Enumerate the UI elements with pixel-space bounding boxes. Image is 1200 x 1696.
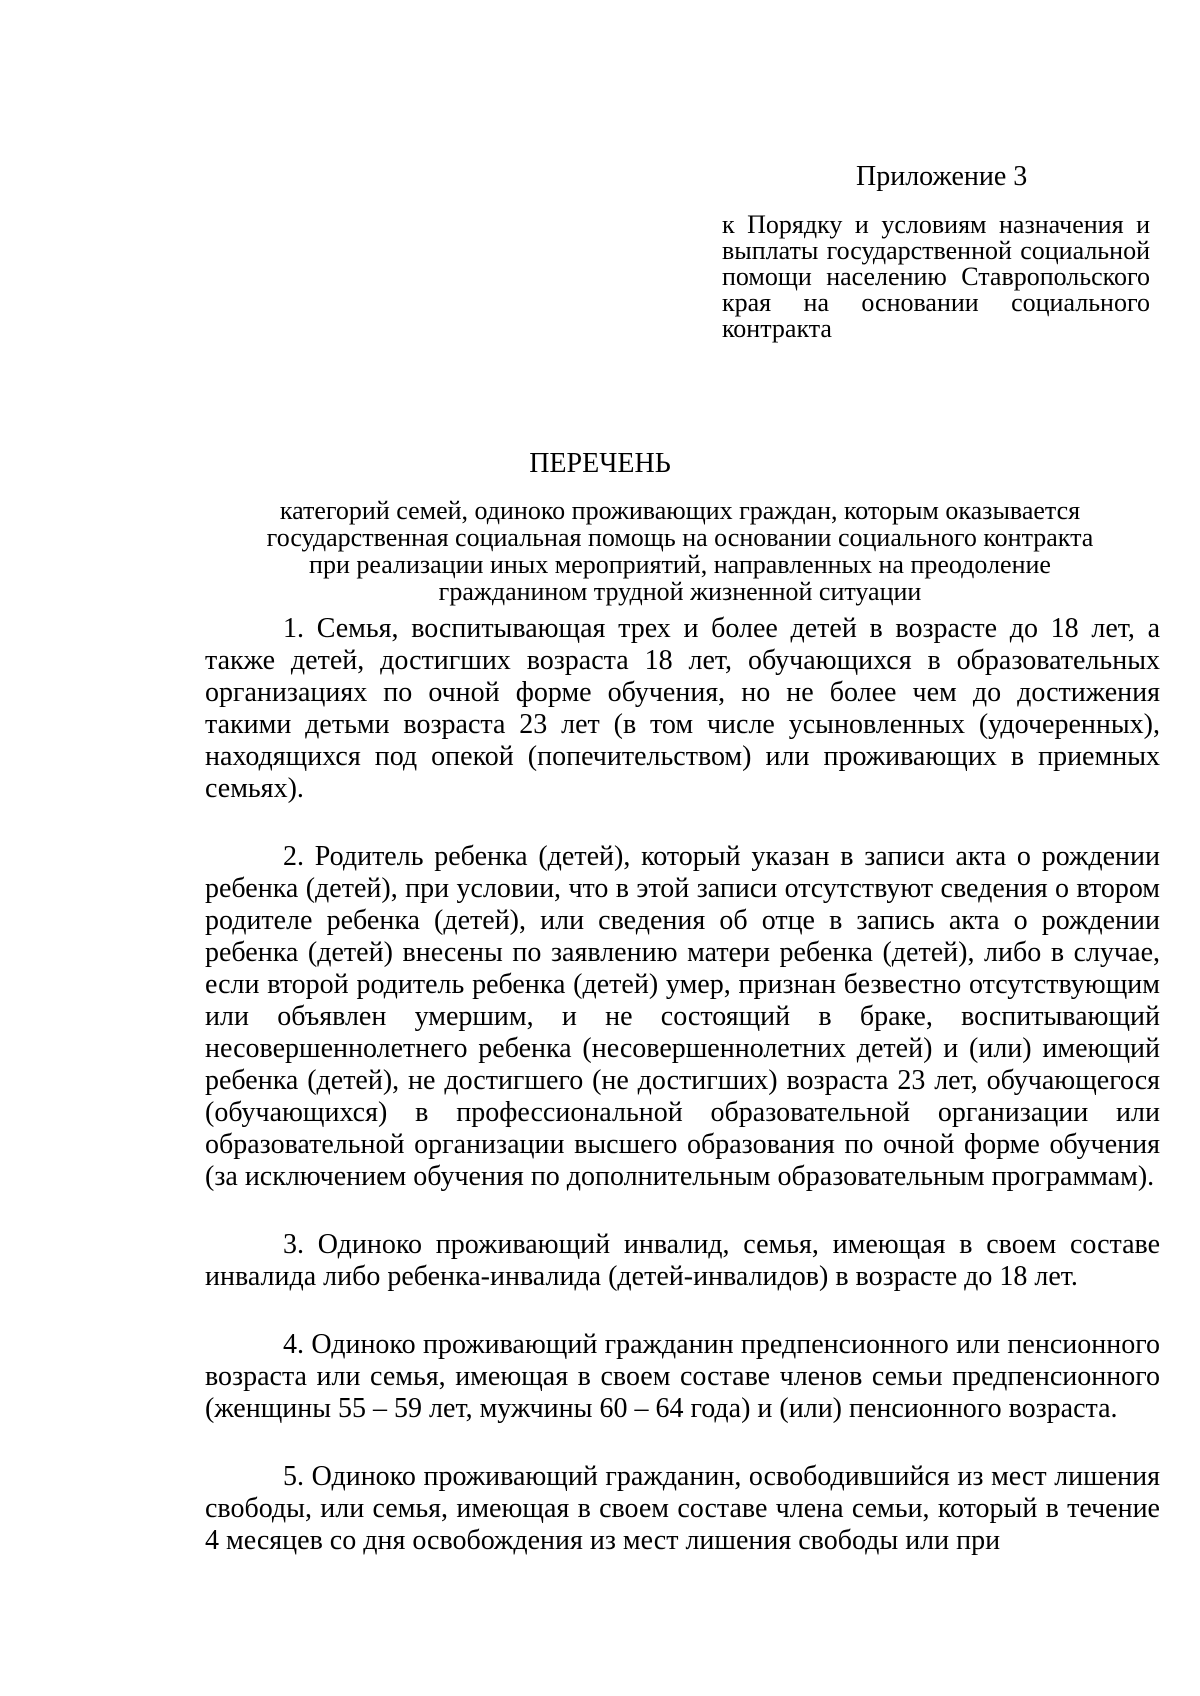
appendix-reference: к Порядку и условиям назначения и выплаты государственной социальной помощи населению Ставропольского края на основании социального контракта: [722, 210, 1150, 343]
list-item-3: 3. Одиноко проживающий инвалид, семья, имеющая в своем составе инвалида либо ребенка-инвалида (детей-инвалидов) в возрасте до 18 лет.: [205, 1229, 1160, 1292]
document-subtitle: [120, 497, 1200, 605]
subtitle-line: при реализации иных мероприятий, направленных на преодоление: [309, 550, 1051, 579]
subtitle-line: государственная социальная помощь на основании социального контракта: [266, 523, 1094, 552]
list-item-5: 5. Одиноко проживающий гражданин, освободившийся из мест лишения свободы, или семья, имеющая в своем составе члена семьи, который в течение 4 месяцев со дня освобождения из мест лишения свободы или при: [205, 1461, 1160, 1556]
appendix-label: Приложение 3: [856, 161, 1028, 192]
list-item-2: 2. Родитель ребенка (детей), который указан в записи акта о рождении ребенка (детей), при условии, что в этой записи отсутствуют сведения о втором родителе ребенка (детей), или сведения об отце в запись акта о рождении ребенка (детей) внесены по заявлению матери ребенка (детей), либо в случае, если второй родитель ребенка (детей) умер, признан безвестно отсутствующим или объявлен умершим, и не состоящий в браке, воспитывающий несовершеннолетнего ребенка (несовершеннолетних детей) и (или) имеющий ребенка (детей), не достигшего (не достигших) возраста 23 лет, обучающегося (обучающихся) в профессиональной образовательной организации или образовательной организации высшего образования по очной форме обучения (за исключением обучения по дополнительным образовательным программам).: [205, 841, 1160, 1192]
subtitle-line: категорий семей, одиноко проживающих граждан, которым оказывается: [279, 496, 1081, 525]
subtitle-line: гражданином трудной жизненной ситуации: [438, 577, 922, 606]
list-item-4: 4. Одиноко проживающий гражданин предпенсионного или пенсионного возраста или семья, имеющая в своем составе членов семьи предпенсионного (женщины 55 – 59 лет, мужчины 60 – 64 года) и (или) пенсионного возраста.: [205, 1329, 1160, 1424]
category-list: [205, 613, 1160, 1593]
document-title: ПЕРЕЧЕНЬ: [529, 448, 671, 479]
list-item-1: 1. Семья, воспитывающая трех и более детей в возрасте до 18 лет, а также детей, достигших возраста 18 лет, обучающихся в образовательных организациях по очной форме обучения, но не более чем до достижения такими детьми возраста 23 лет (в том числе усыновленных (удочеренных), находящихся под опекой (попечительством) или проживающих в приемных семьях).: [205, 613, 1160, 804]
